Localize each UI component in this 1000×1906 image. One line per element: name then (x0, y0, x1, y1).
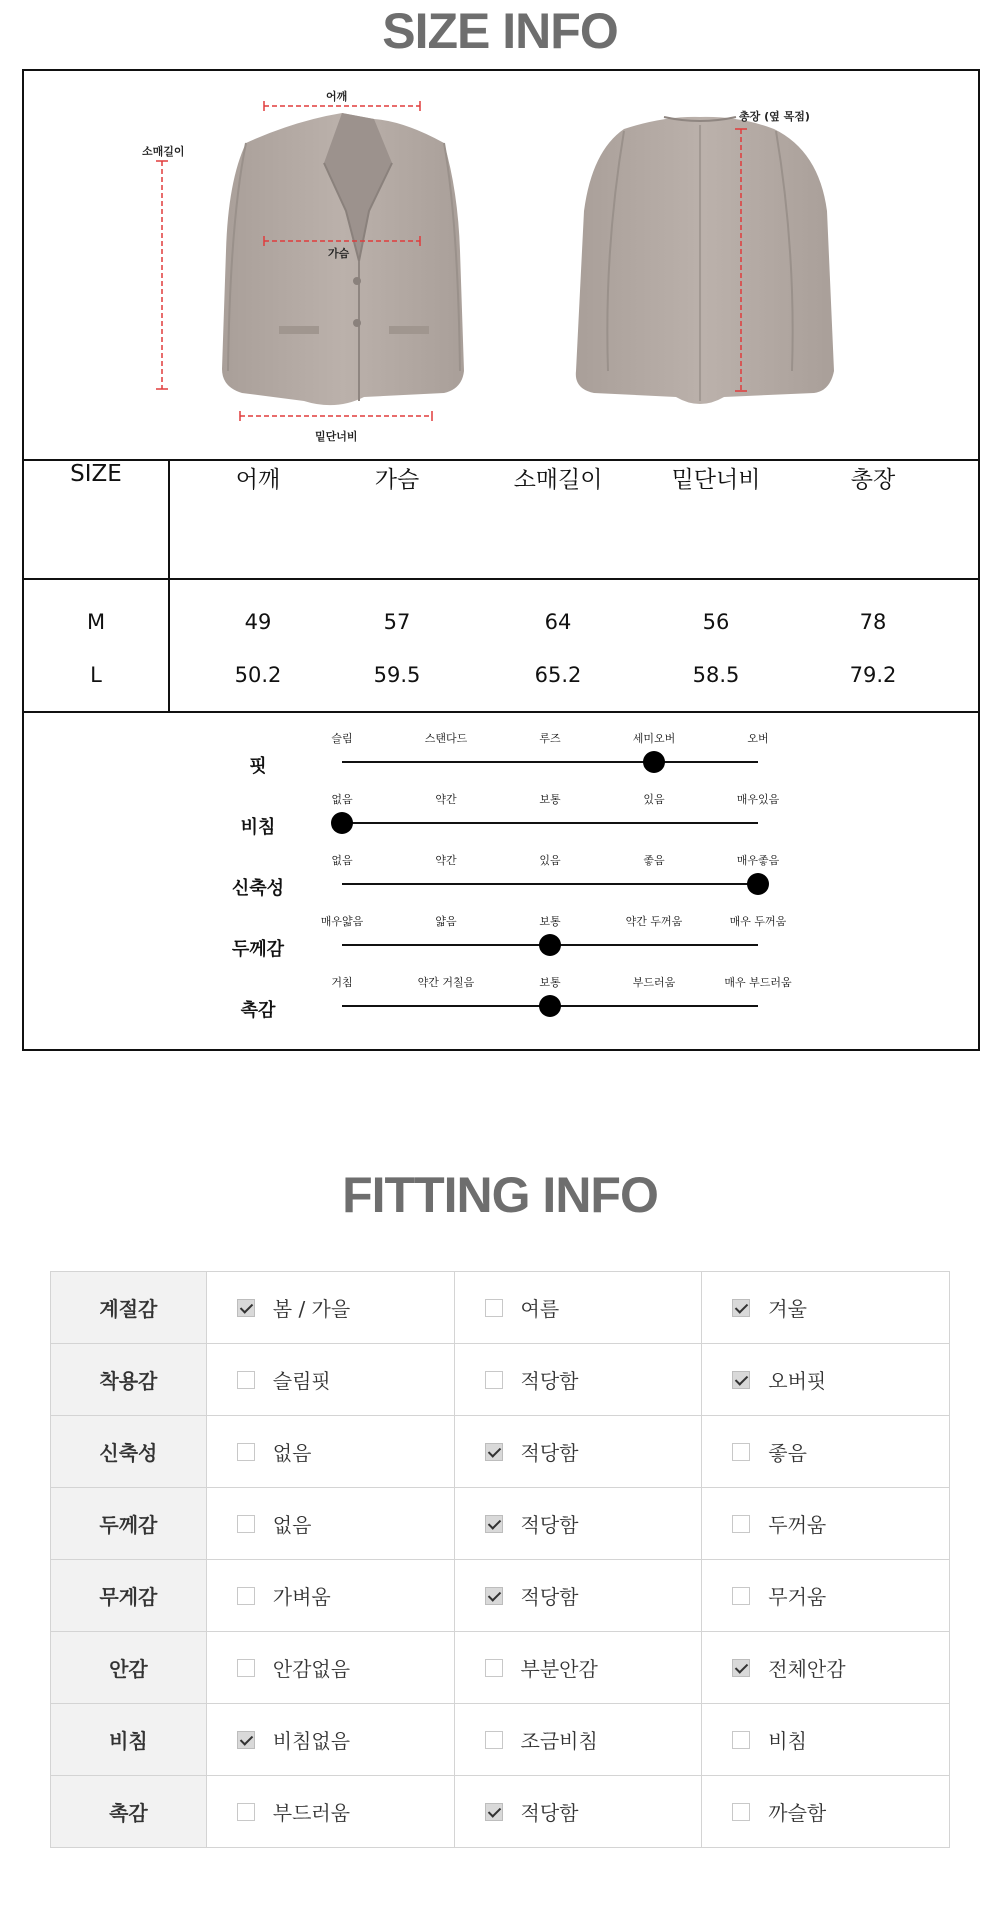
fitting-row-label: 촉감 (51, 1776, 207, 1848)
fitting-option (454, 1488, 702, 1560)
size-l-hem: 58.5 (692, 663, 740, 687)
fitting-option (454, 1704, 702, 1776)
fitting-option-label: 슬림핏 (272, 1369, 331, 1393)
size-m-sleeve: 64 (544, 610, 572, 634)
checkbox-checked-icon (485, 1515, 503, 1533)
ruler-selected-dot (539, 934, 561, 956)
checkbox-checked-icon (485, 1443, 503, 1461)
checkbox-checked-icon (732, 1299, 750, 1317)
checkbox-checked-icon (732, 1371, 750, 1389)
fitting-row-label: 두께감 (51, 1488, 207, 1560)
fitting-option-label: 적당함 (520, 1441, 579, 1465)
fitting-row (51, 1272, 950, 1344)
fitting-option (206, 1704, 454, 1776)
checkbox-empty-icon (485, 1731, 503, 1749)
fitting-option-label: 겨울 (768, 1297, 807, 1321)
ruler-option-label: 없음 (331, 793, 353, 806)
size-m-length: 78 (859, 610, 887, 634)
fitting-row (51, 1344, 950, 1416)
ruler-option-label: 얇음 (435, 915, 457, 928)
fitting-row (51, 1416, 950, 1488)
ruler-option-label: 약간 (435, 793, 457, 806)
fitting-option-label: 안감없음 (272, 1657, 351, 1681)
fitting-option-label: 적당함 (520, 1369, 579, 1393)
size-info-box (22, 69, 980, 1051)
ruler-option-label: 좋음 (643, 854, 665, 867)
fitting-option (206, 1776, 454, 1848)
ruler-option-label: 약간 거칠음 (417, 976, 475, 989)
fitting-option (702, 1632, 950, 1704)
fitting-option (454, 1632, 702, 1704)
ruler-selected-dot (643, 751, 665, 773)
checkbox-empty-icon (732, 1803, 750, 1821)
ruler-option-label: 매우좋음 (736, 854, 780, 867)
ruler-option-label: 보통 (539, 793, 561, 806)
fitting-option (702, 1776, 950, 1848)
fitting-row-label: 비침 (51, 1704, 207, 1776)
ruler-option-label: 오버 (747, 732, 769, 745)
checkbox-empty-icon (485, 1659, 503, 1677)
fitting-option-label: 적당함 (520, 1513, 579, 1537)
fitting-option-label: 무거움 (768, 1585, 827, 1609)
ruler-option-label: 매우얇음 (320, 915, 364, 928)
fitting-option-label: 없음 (272, 1441, 312, 1465)
label-shoulder: 어깨 (326, 90, 348, 103)
fitting-option (454, 1272, 702, 1344)
checkbox-empty-icon (732, 1587, 750, 1605)
fitting-row (51, 1776, 950, 1848)
fitting-option-label: 여름 (520, 1297, 560, 1321)
ruler-name: 두께감 (231, 939, 285, 960)
size-m-hem: 56 (702, 610, 730, 634)
header-sleeve: 소매길이 (513, 467, 603, 493)
label-chest: 가슴 (328, 247, 350, 260)
fitting-option (206, 1272, 454, 1344)
fitting-option (206, 1416, 454, 1488)
fitting-option (702, 1344, 950, 1416)
fitting-row (51, 1704, 950, 1776)
checkbox-empty-icon (485, 1371, 503, 1389)
measure-hem-line (240, 411, 432, 421)
checkbox-empty-icon (237, 1659, 255, 1677)
size-l-length: 79.2 (849, 663, 897, 687)
size-l-sleeve: 65.2 (534, 663, 582, 687)
ruler-option-label: 매우 두꺼움 (729, 915, 787, 928)
checkbox-empty-icon (237, 1803, 255, 1821)
fitting-row (51, 1632, 950, 1704)
fitting-option-label: 조금비침 (520, 1729, 598, 1753)
ruler-name: 비침 (240, 817, 276, 838)
fitting-row-label: 신축성 (51, 1416, 207, 1488)
fitting-option (454, 1416, 702, 1488)
fitting-option (454, 1344, 702, 1416)
size-m-shoulder: 49 (244, 610, 272, 634)
label-hem: 밑단너비 (315, 430, 358, 443)
jacket-diagram (24, 71, 978, 461)
ruler-name: 촉감 (240, 1000, 276, 1021)
fitting-option (206, 1560, 454, 1632)
ruler-selected-dot (747, 873, 769, 895)
fitting-option (206, 1344, 454, 1416)
ruler-option-label: 있음 (643, 793, 665, 806)
fitting-row-label: 착용감 (51, 1344, 207, 1416)
fitting-option (702, 1272, 950, 1344)
jacket-back-image (576, 117, 834, 404)
fitting-row (51, 1560, 950, 1632)
fitting-option (454, 1560, 702, 1632)
ruler-option-label: 매우 부드러움 (724, 976, 792, 989)
checkbox-checked-icon (485, 1803, 503, 1821)
fitting-option (206, 1632, 454, 1704)
size-l-shoulder: 50.2 (234, 663, 282, 687)
fitting-option-label: 비침없음 (272, 1729, 351, 1753)
ruler-selected-dot (539, 995, 561, 1017)
checkbox-empty-icon (485, 1299, 503, 1317)
size-info-title: SIZE INFO (382, 3, 618, 59)
header-length: 총장 (850, 467, 896, 493)
ruler-option-label: 슬림 (331, 732, 353, 745)
checkbox-checked-icon (732, 1659, 750, 1677)
size-m-chest: 57 (383, 610, 411, 634)
checkbox-checked-icon (237, 1731, 255, 1749)
ruler-line (342, 761, 758, 763)
fitting-option-label: 전체안감 (768, 1657, 846, 1681)
ruler-option-label: 약간 두꺼움 (625, 915, 683, 928)
ruler-option-label: 부드러움 (632, 976, 676, 989)
ruler-name: 신축성 (231, 878, 285, 899)
ruler-line (342, 883, 758, 885)
header-hem: 밑단너비 (671, 467, 761, 493)
checkbox-checked-icon (485, 1587, 503, 1605)
fitting-row-label: 안감 (51, 1632, 207, 1704)
ruler-option-label: 보통 (539, 976, 561, 989)
checkbox-empty-icon (237, 1515, 255, 1533)
fitting-info-title: FITTING INFO (342, 1167, 658, 1223)
fitting-option-label: 봄 / 가을 (272, 1297, 351, 1321)
checkbox-empty-icon (237, 1587, 255, 1605)
fitting-option-label: 부분안감 (520, 1657, 598, 1681)
header-size: SIZE (70, 461, 122, 487)
ruler-option-label: 매우있음 (736, 793, 780, 806)
ruler-option-label: 있음 (539, 854, 561, 867)
fitting-option (702, 1560, 950, 1632)
ruler-option-label: 보통 (539, 915, 561, 928)
size-m-label: M (86, 610, 106, 634)
fitting-option-label: 적당함 (520, 1585, 579, 1609)
fitting-row-label: 계절감 (51, 1272, 207, 1344)
divider (168, 459, 170, 713)
label-length: 총장 (옆 목점) (739, 110, 810, 123)
checkbox-empty-icon (732, 1731, 750, 1749)
ruler-option-label: 없음 (331, 854, 353, 867)
ruler-option-label: 세미오버 (632, 732, 676, 745)
checkbox-empty-icon (732, 1443, 750, 1461)
fitting-option (206, 1488, 454, 1560)
checkbox-empty-icon (732, 1515, 750, 1533)
checkbox-empty-icon (237, 1443, 255, 1461)
ruler-option-label: 거침 (331, 976, 353, 989)
fitting-option-label: 두꺼움 (768, 1513, 827, 1537)
label-sleeve: 소매길이 (142, 145, 185, 158)
fitting-row-label: 무게감 (51, 1560, 207, 1632)
header-shoulder: 어깨 (235, 467, 281, 493)
size-l-chest: 59.5 (373, 663, 421, 687)
fitting-option-label: 좋음 (768, 1441, 807, 1465)
fitting-option (702, 1704, 950, 1776)
size-l-label: L (90, 663, 102, 687)
checkbox-checked-icon (237, 1299, 255, 1317)
ruler-name: 핏 (249, 756, 267, 777)
fitting-option-label: 비침 (768, 1729, 807, 1753)
fitting-option-label: 오버핏 (768, 1369, 827, 1393)
fitting-option-label: 없음 (272, 1513, 312, 1537)
fitting-option-label: 가벼움 (272, 1585, 331, 1609)
checkbox-empty-icon (237, 1371, 255, 1389)
ruler-option-label: 스탠다드 (424, 732, 468, 745)
fitting-option-label: 부드러움 (272, 1801, 351, 1825)
fitting-option-label: 까슬함 (768, 1801, 827, 1825)
header-chest: 가슴 (374, 467, 420, 493)
fitting-option (454, 1776, 702, 1848)
fitting-row (51, 1488, 950, 1560)
ruler-option-label: 루즈 (539, 732, 561, 745)
fitting-option (702, 1416, 950, 1488)
ruler-option-label: 약간 (435, 854, 457, 867)
fitting-option-label: 적당함 (520, 1801, 579, 1825)
measure-sleeve-line (156, 161, 168, 389)
fitting-option (702, 1488, 950, 1560)
fitting-table (50, 1271, 950, 1848)
ruler-line (342, 822, 758, 824)
ruler-selected-dot (331, 812, 353, 834)
